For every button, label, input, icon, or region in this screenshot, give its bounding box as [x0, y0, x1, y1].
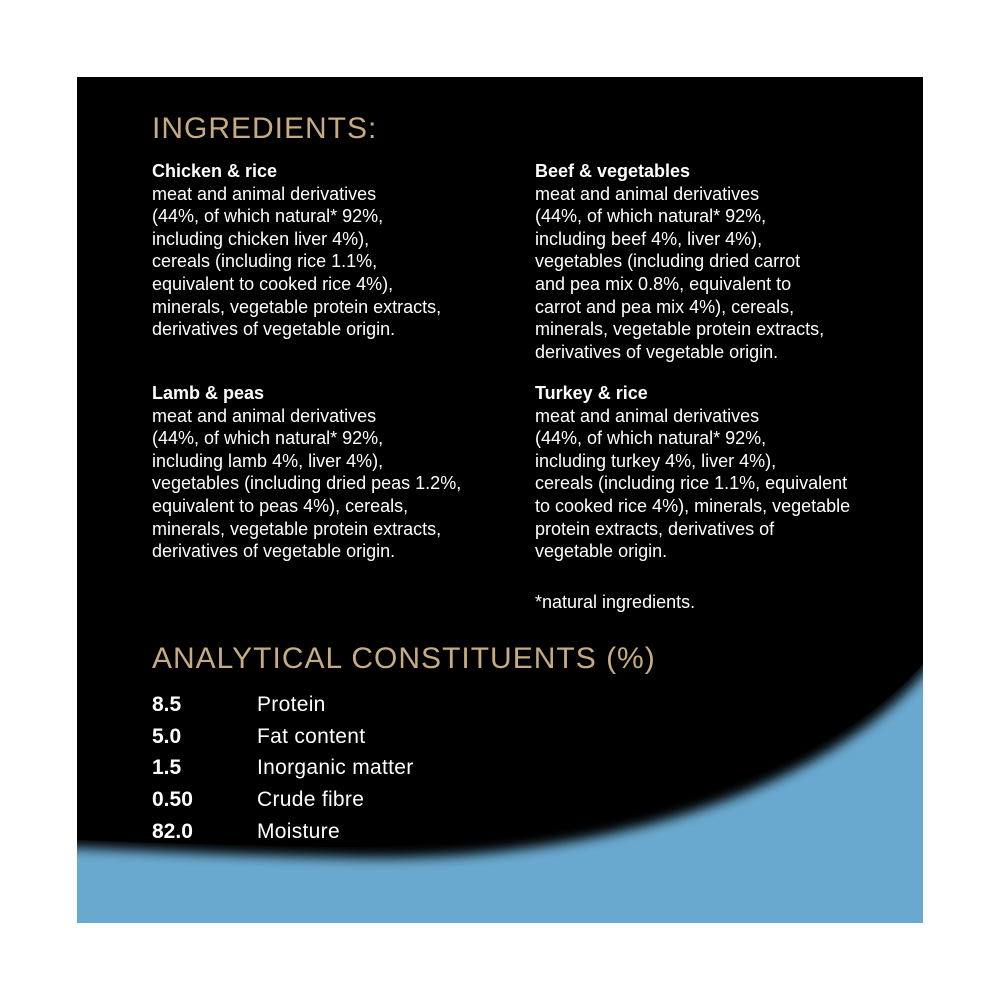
constituent-row-protein [152, 689, 414, 721]
analytical-constituents-heading: ANALYTICAL CONSTITUENTS (%) [152, 642, 656, 675]
recipe-line: protein extracts, derivatives of [535, 518, 775, 539]
constituent-value: 0.50 [152, 787, 193, 811]
natural-ingredients-footnote: *natural ingredients. [535, 592, 696, 612]
recipe-name: Turkey & rice [535, 383, 648, 403]
ingredients-heading: INGREDIENTS: [152, 112, 378, 145]
constituent-row-fibre [152, 784, 414, 816]
recipe-line: equivalent to cooked rice 4%), [152, 273, 394, 294]
constituent-label: Protein [257, 692, 326, 716]
recipe-line: (44%, of which natural* 92%, [535, 428, 767, 449]
constituent-row-fat [152, 721, 414, 753]
recipe-line: derivatives of vegetable origin. [535, 341, 779, 362]
recipe-line: (44%, of which natural* 92%, [152, 428, 384, 449]
recipe-line: derivatives of vegetable origin. [152, 319, 396, 340]
constituent-row-moisture [152, 816, 414, 848]
recipe-line: meat and animal derivatives [535, 405, 760, 426]
recipe-name: Chicken & rice [152, 161, 278, 181]
recipe-line: meat and animal derivatives [152, 183, 377, 204]
recipe-line: (44%, of which natural* 92%, [152, 206, 384, 227]
recipe-line: equivalent to peas 4%), cereals, [152, 495, 409, 516]
recipe-line: cereals (including rice 1.1%, equivalent [535, 473, 848, 494]
recipe-line: meat and animal derivatives [152, 405, 377, 426]
constituent-label: Moisture [257, 819, 340, 843]
constituent-value: 1.5 [152, 756, 182, 780]
constituent-label: Fat content [257, 724, 366, 748]
recipe-beef-vegetables [535, 160, 824, 363]
recipe-line: to cooked rice 4%), minerals, vegetable [535, 495, 851, 516]
recipe-line: carrot and pea mix 4%), cereals, [535, 296, 795, 317]
constituent-value: 82.0 [152, 819, 193, 843]
constituent-value: 8.5 [152, 692, 182, 716]
analytical-constituents-list [152, 689, 414, 847]
recipe-line: vegetables (including dried peas 1.2%, [152, 473, 462, 494]
recipe-name: Beef & vegetables [535, 161, 691, 181]
constituent-label: Crude fibre [257, 787, 365, 811]
recipe-line: and pea mix 0.8%, equivalent to [535, 273, 792, 294]
recipe-line: minerals, vegetable protein extracts, [152, 296, 442, 317]
recipe-name: Lamb & peas [152, 383, 265, 403]
recipe-line: derivatives of vegetable origin. [152, 541, 396, 562]
constituent-row-inorganic [152, 752, 414, 784]
recipe-line: including chicken liver 4%), [152, 228, 370, 249]
recipe-line: (44%, of which natural* 92%, [535, 206, 767, 227]
constituent-value: 5.0 [152, 724, 182, 748]
recipe-turkey-rice [535, 382, 850, 563]
recipe-lamb-peas [152, 382, 461, 563]
recipe-line: minerals, vegetable protein extracts, [535, 319, 825, 340]
recipe-line: including beef 4%, liver 4%), [535, 228, 763, 249]
recipe-line: including turkey 4%, liver 4%), [535, 450, 777, 471]
recipe-line: meat and animal derivatives [535, 183, 760, 204]
constituent-label: Inorganic matter [257, 756, 414, 780]
recipe-line: minerals, vegetable protein extracts, [152, 518, 442, 539]
recipe-line: vegetables (including dried carrot [535, 251, 801, 272]
recipe-line: including lamb 4%, liver 4%), [152, 450, 384, 471]
recipe-chicken-rice [152, 160, 441, 341]
ingredients-panel [77, 77, 923, 923]
recipe-line: cereals (including rice 1.1%, [152, 251, 378, 272]
recipe-line: vegetable origin. [535, 541, 668, 562]
